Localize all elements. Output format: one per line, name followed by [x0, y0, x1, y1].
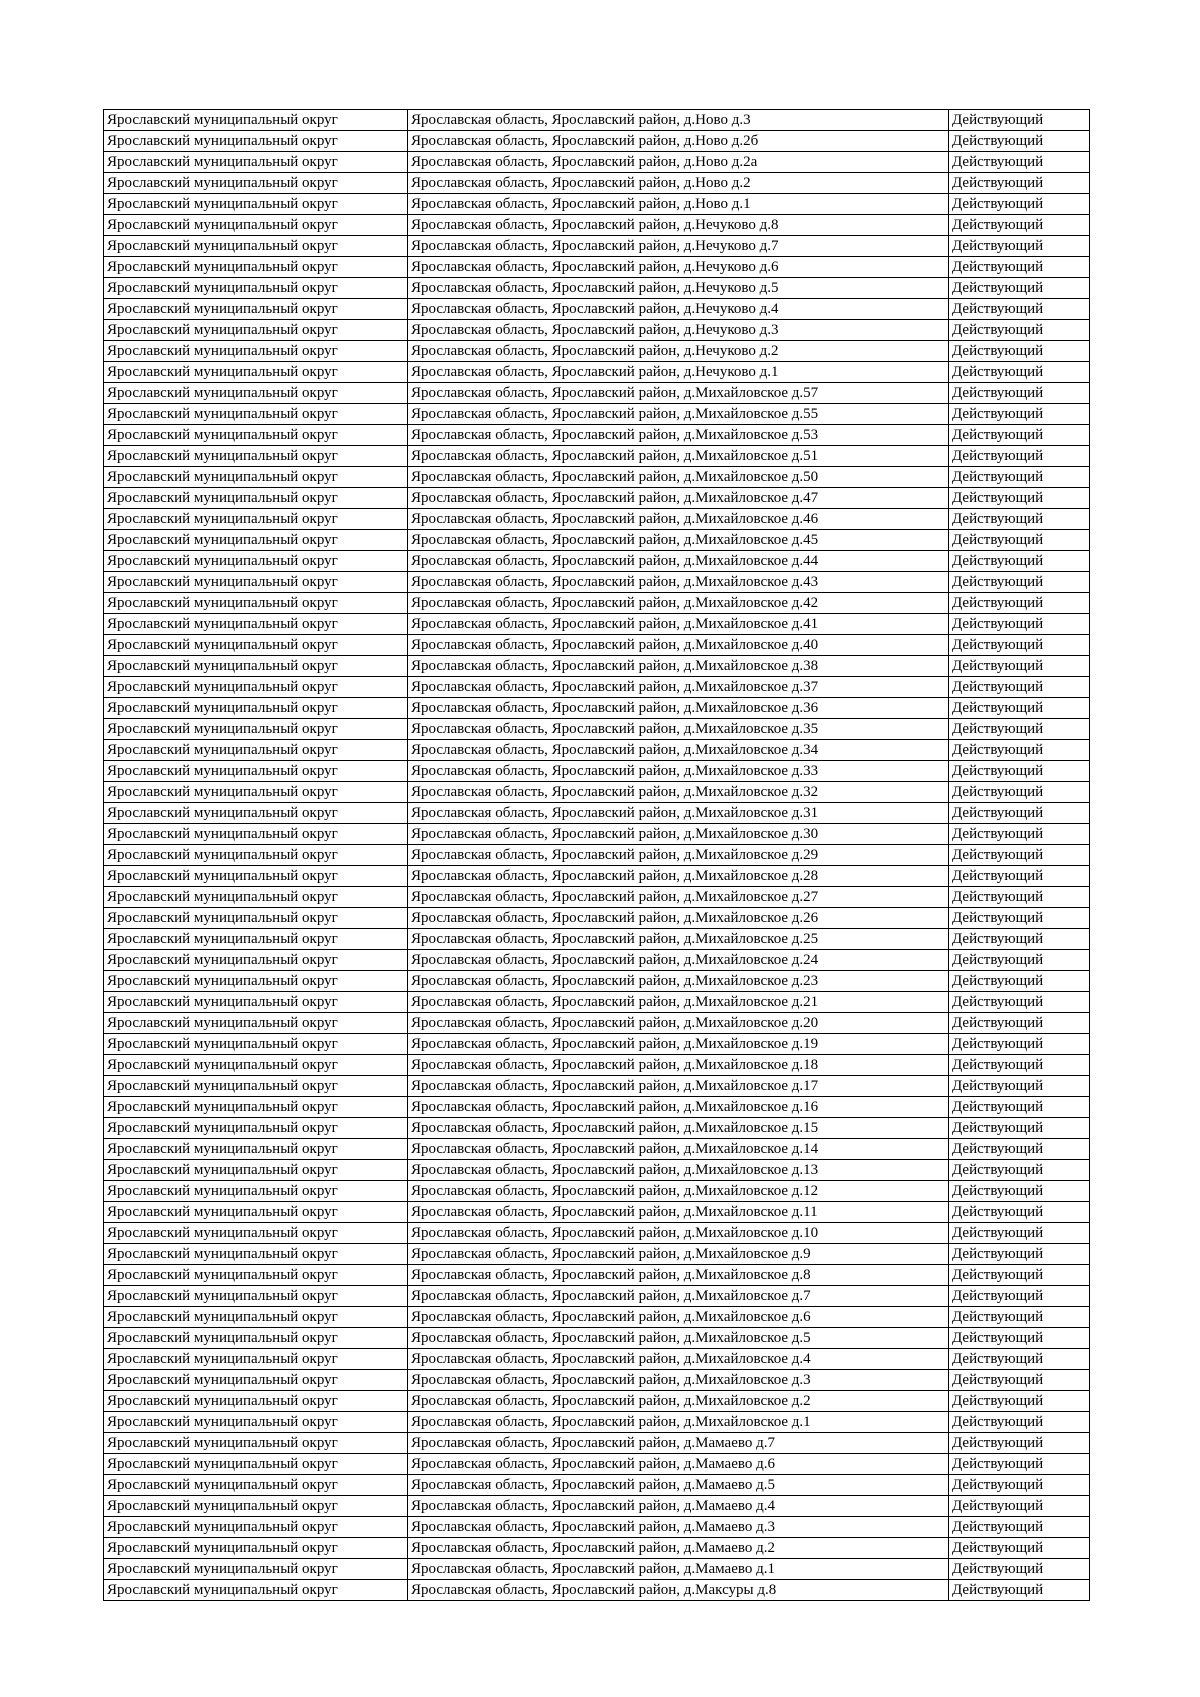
table-row — [104, 1265, 1090, 1286]
status-cell: Действующий — [949, 1559, 1090, 1580]
table-row — [104, 1034, 1090, 1055]
status-cell: Действующий — [949, 530, 1090, 551]
status-cell: Действующий — [949, 1475, 1090, 1496]
municipal-district-cell: Ярославский муниципальный округ — [104, 1013, 408, 1034]
status-cell: Действующий — [949, 1538, 1090, 1559]
address-cell: Ярославская область, Ярославский район, д.Мамаево д.7 — [408, 1433, 949, 1454]
status-cell: Действующий — [949, 1097, 1090, 1118]
status-cell: Действующий — [949, 1433, 1090, 1454]
municipal-district-cell: Ярославский муниципальный округ — [104, 1391, 408, 1412]
address-cell: Ярославская область, Ярославский район, д.Михайловское д.28 — [408, 866, 949, 887]
municipal-district-cell: Ярославский муниципальный округ — [104, 467, 408, 488]
status-cell: Действующий — [949, 1580, 1090, 1601]
status-cell: Действующий — [949, 1076, 1090, 1097]
address-cell: Ярославская область, Ярославский район, д.Михайловское д.12 — [408, 1181, 949, 1202]
table-row — [104, 1433, 1090, 1454]
municipal-district-cell: Ярославский муниципальный округ — [104, 152, 408, 173]
table-row — [104, 1118, 1090, 1139]
status-cell: Действующий — [949, 782, 1090, 803]
status-cell: Действующий — [949, 656, 1090, 677]
table-row — [104, 1055, 1090, 1076]
address-cell: Ярославская область, Ярославский район, д.Михайловское д.4 — [408, 1349, 949, 1370]
status-cell: Действующий — [949, 236, 1090, 257]
address-cell: Ярославская область, Ярославский район, д.Михайловское д.24 — [408, 950, 949, 971]
table-row — [104, 1349, 1090, 1370]
table-row — [104, 635, 1090, 656]
municipal-district-cell: Ярославский муниципальный округ — [104, 1307, 408, 1328]
address-cell: Ярославская область, Ярославский район, д.Нечуково д.6 — [408, 257, 949, 278]
table-row — [104, 278, 1090, 299]
table-row — [104, 362, 1090, 383]
municipal-district-cell: Ярославский муниципальный округ — [104, 1076, 408, 1097]
table-row — [104, 383, 1090, 404]
municipal-district-cell: Ярославский муниципальный округ — [104, 698, 408, 719]
status-cell: Действующий — [949, 1517, 1090, 1538]
address-cell: Ярославская область, Ярославский район, д.Михайловское д.16 — [408, 1097, 949, 1118]
table-row — [104, 1391, 1090, 1412]
status-cell: Действующий — [949, 908, 1090, 929]
table-row — [104, 1013, 1090, 1034]
table-row — [104, 1580, 1090, 1601]
municipal-district-cell: Ярославский муниципальный округ — [104, 782, 408, 803]
table-row — [104, 1559, 1090, 1580]
table-row — [104, 1139, 1090, 1160]
table-row — [104, 1097, 1090, 1118]
municipal-district-cell: Ярославский муниципальный округ — [104, 866, 408, 887]
table-row — [104, 236, 1090, 257]
address-cell: Ярославская область, Ярославский район, д.Михайловское д.45 — [408, 530, 949, 551]
address-cell: Ярославская область, Ярославский район, д.Михайловское д.11 — [408, 1202, 949, 1223]
address-cell: Ярославская область, Ярославский район, д.Михайловское д.44 — [408, 551, 949, 572]
address-cell: Ярославская область, Ярославский район, д.Михайловское д.32 — [408, 782, 949, 803]
address-cell: Ярославская область, Ярославский район, д.Михайловское д.29 — [408, 845, 949, 866]
address-cell: Ярославская область, Ярославский район, д.Мамаево д.2 — [408, 1538, 949, 1559]
address-cell: Ярославская область, Ярославский район, д.Михайловское д.41 — [408, 614, 949, 635]
table-row — [104, 572, 1090, 593]
municipal-district-cell: Ярославский муниципальный округ — [104, 929, 408, 950]
municipal-district-cell: Ярославский муниципальный округ — [104, 1496, 408, 1517]
status-cell: Действующий — [949, 824, 1090, 845]
status-cell: Действующий — [949, 1139, 1090, 1160]
municipal-district-cell: Ярославский муниципальный округ — [104, 803, 408, 824]
municipal-district-cell: Ярославский муниципальный округ — [104, 1559, 408, 1580]
address-cell: Ярославская область, Ярославский район, д.Михайловское д.36 — [408, 698, 949, 719]
municipal-district-cell: Ярославский муниципальный округ — [104, 488, 408, 509]
address-cell: Ярославская область, Ярославский район, д.Михайловское д.19 — [408, 1034, 949, 1055]
municipal-district-cell: Ярославский муниципальный округ — [104, 446, 408, 467]
status-cell: Действующий — [949, 278, 1090, 299]
address-cell: Ярославская область, Ярославский район, д.Михайловское д.38 — [408, 656, 949, 677]
municipal-district-cell: Ярославский муниципальный округ — [104, 1328, 408, 1349]
table-row — [104, 467, 1090, 488]
status-cell: Действующий — [949, 677, 1090, 698]
status-cell: Действующий — [949, 383, 1090, 404]
status-cell: Действующий — [949, 1349, 1090, 1370]
status-cell: Действующий — [949, 110, 1090, 131]
address-cell: Ярославская область, Ярославский район, д.Михайловское д.13 — [408, 1160, 949, 1181]
address-cell: Ярославская область, Ярославский район, д.Мамаево д.4 — [408, 1496, 949, 1517]
municipal-district-cell: Ярославский муниципальный округ — [104, 1223, 408, 1244]
table-row — [104, 509, 1090, 530]
table-row — [104, 551, 1090, 572]
status-cell: Действующий — [949, 1328, 1090, 1349]
table-row — [104, 761, 1090, 782]
table-row — [104, 425, 1090, 446]
address-cell: Ярославская область, Ярославский район, д.Михайловское д.20 — [408, 1013, 949, 1034]
address-cell: Ярославская область, Ярославский район, д.Михайловское д.18 — [408, 1055, 949, 1076]
address-cell: Ярославская область, Ярославский район, д.Нечуково д.5 — [408, 278, 949, 299]
table-row — [104, 740, 1090, 761]
registry-table — [103, 109, 1090, 1601]
municipal-district-cell: Ярославский муниципальный округ — [104, 740, 408, 761]
table-row — [104, 887, 1090, 908]
municipal-district-cell: Ярославский муниципальный округ — [104, 278, 408, 299]
table-row — [104, 488, 1090, 509]
municipal-district-cell: Ярославский муниципальный округ — [104, 887, 408, 908]
table-row — [104, 803, 1090, 824]
table-row — [104, 656, 1090, 677]
table-row — [104, 1286, 1090, 1307]
municipal-district-cell: Ярославский муниципальный округ — [104, 824, 408, 845]
table-row — [104, 719, 1090, 740]
status-cell: Действующий — [949, 1244, 1090, 1265]
status-cell: Действующий — [949, 1412, 1090, 1433]
table-row — [104, 1244, 1090, 1265]
address-cell: Ярославская область, Ярославский район, д.Мамаево д.1 — [408, 1559, 949, 1580]
table-row — [104, 1181, 1090, 1202]
status-cell: Действующий — [949, 362, 1090, 383]
municipal-district-cell: Ярославский муниципальный округ — [104, 1370, 408, 1391]
municipal-district-cell: Ярославский муниципальный округ — [104, 1517, 408, 1538]
status-cell: Действующий — [949, 509, 1090, 530]
table-row — [104, 866, 1090, 887]
municipal-district-cell: Ярославский муниципальный округ — [104, 971, 408, 992]
table-row — [104, 299, 1090, 320]
municipal-district-cell: Ярославский муниципальный округ — [104, 194, 408, 215]
status-cell: Действующий — [949, 740, 1090, 761]
status-cell: Действующий — [949, 446, 1090, 467]
municipal-district-cell: Ярославский муниципальный округ — [104, 635, 408, 656]
status-cell: Действующий — [949, 1286, 1090, 1307]
municipal-district-cell: Ярославский муниципальный округ — [104, 1139, 408, 1160]
table-row — [104, 215, 1090, 236]
municipal-district-cell: Ярославский муниципальный округ — [104, 593, 408, 614]
address-cell: Ярославская область, Ярославский район, д.Михайловское д.42 — [408, 593, 949, 614]
status-cell: Действующий — [949, 1118, 1090, 1139]
table-row — [104, 782, 1090, 803]
address-cell: Ярославская область, Ярославский район, д.Михайловское д.53 — [408, 425, 949, 446]
address-cell: Ярославская область, Ярославский район, д.Михайловское д.57 — [408, 383, 949, 404]
table-row — [104, 824, 1090, 845]
address-cell: Ярославская область, Ярославский район, д.Михайловское д.5 — [408, 1328, 949, 1349]
address-cell: Ярославская область, Ярославский район, д.Михайловское д.2 — [408, 1391, 949, 1412]
table-row — [104, 152, 1090, 173]
municipal-district-cell: Ярославский муниципальный округ — [104, 1349, 408, 1370]
address-cell: Ярославская область, Ярославский район, д.Мамаево д.3 — [408, 1517, 949, 1538]
municipal-district-cell: Ярославский муниципальный округ — [104, 1097, 408, 1118]
status-cell: Действующий — [949, 1055, 1090, 1076]
status-cell: Действующий — [949, 1160, 1090, 1181]
status-cell: Действующий — [949, 866, 1090, 887]
status-cell: Действующий — [949, 1202, 1090, 1223]
municipal-district-cell: Ярославский муниципальный округ — [104, 992, 408, 1013]
municipal-district-cell: Ярославский муниципальный округ — [104, 110, 408, 131]
status-cell: Действующий — [949, 1181, 1090, 1202]
address-cell: Ярославская область, Ярославский район, д.Михайловское д.30 — [408, 824, 949, 845]
status-cell: Действующий — [949, 488, 1090, 509]
table-row — [104, 1307, 1090, 1328]
status-cell: Действующий — [949, 1496, 1090, 1517]
status-cell: Действующий — [949, 1013, 1090, 1034]
address-cell: Ярославская область, Ярославский район, д.Михайловское д.9 — [408, 1244, 949, 1265]
registry-table-body — [104, 110, 1090, 1601]
status-cell: Действующий — [949, 635, 1090, 656]
municipal-district-cell: Ярославский муниципальный округ — [104, 320, 408, 341]
address-cell: Ярославская область, Ярославский район, д.Михайловское д.47 — [408, 488, 949, 509]
status-cell: Действующий — [949, 614, 1090, 635]
address-cell: Ярославская область, Ярославский район, д.Михайловское д.23 — [408, 971, 949, 992]
address-cell: Ярославская область, Ярославский район, д.Михайловское д.34 — [408, 740, 949, 761]
address-cell: Ярославская область, Ярославский район, д.Максуры д.8 — [408, 1580, 949, 1601]
address-cell: Ярославская область, Ярославский район, д.Ново д.2 — [408, 173, 949, 194]
status-cell: Действующий — [949, 1307, 1090, 1328]
address-cell: Ярославская область, Ярославский район, д.Михайловское д.10 — [408, 1223, 949, 1244]
address-cell: Ярославская область, Ярославский район, д.Михайловское д.50 — [408, 467, 949, 488]
table-row — [104, 446, 1090, 467]
status-cell: Действующий — [949, 992, 1090, 1013]
municipal-district-cell: Ярославский муниципальный округ — [104, 1118, 408, 1139]
status-cell: Действующий — [949, 131, 1090, 152]
status-cell: Действующий — [949, 425, 1090, 446]
municipal-district-cell: Ярославский муниципальный округ — [104, 1181, 408, 1202]
status-cell: Действующий — [949, 950, 1090, 971]
status-cell: Действующий — [949, 173, 1090, 194]
table-row — [104, 1160, 1090, 1181]
municipal-district-cell: Ярославский муниципальный округ — [104, 1412, 408, 1433]
municipal-district-cell: Ярославский муниципальный округ — [104, 1244, 408, 1265]
address-cell: Ярославская область, Ярославский район, д.Нечуково д.4 — [408, 299, 949, 320]
status-cell: Действующий — [949, 341, 1090, 362]
table-row — [104, 929, 1090, 950]
address-cell: Ярославская область, Ярославский район, д.Михайловское д.21 — [408, 992, 949, 1013]
status-cell: Действующий — [949, 719, 1090, 740]
address-cell: Ярославская область, Ярославский район, д.Нечуково д.2 — [408, 341, 949, 362]
table-row — [104, 341, 1090, 362]
status-cell: Действующий — [949, 929, 1090, 950]
address-cell: Ярославская область, Ярославский район, д.Михайловское д.25 — [408, 929, 949, 950]
status-cell: Действующий — [949, 1223, 1090, 1244]
table-row — [104, 530, 1090, 551]
table-row — [104, 404, 1090, 425]
address-cell: Ярославская область, Ярославский район, д.Михайловское д.8 — [408, 1265, 949, 1286]
status-cell: Действующий — [949, 551, 1090, 572]
table-row — [104, 1496, 1090, 1517]
municipal-district-cell: Ярославский муниципальный округ — [104, 614, 408, 635]
status-cell: Действующий — [949, 803, 1090, 824]
table-row — [104, 1412, 1090, 1433]
address-cell: Ярославская область, Ярославский район, д.Ново д.2б — [408, 131, 949, 152]
municipal-district-cell: Ярославский муниципальный округ — [104, 509, 408, 530]
address-cell: Ярославская область, Ярославский район, д.Ново д.1 — [408, 194, 949, 215]
municipal-district-cell: Ярославский муниципальный округ — [104, 362, 408, 383]
status-cell: Действующий — [949, 320, 1090, 341]
status-cell: Действующий — [949, 467, 1090, 488]
address-cell: Ярославская область, Ярославский район, д.Михайловское д.31 — [408, 803, 949, 824]
municipal-district-cell: Ярославский муниципальный округ — [104, 236, 408, 257]
municipal-district-cell: Ярославский муниципальный округ — [104, 299, 408, 320]
table-row — [104, 1076, 1090, 1097]
status-cell: Действующий — [949, 845, 1090, 866]
address-cell: Ярославская область, Ярославский район, д.Михайловское д.51 — [408, 446, 949, 467]
status-cell: Действующий — [949, 1391, 1090, 1412]
municipal-district-cell: Ярославский муниципальный округ — [104, 1034, 408, 1055]
address-cell: Ярославская область, Ярославский район, д.Мамаево д.5 — [408, 1475, 949, 1496]
status-cell: Действующий — [949, 1034, 1090, 1055]
address-cell: Ярославская область, Ярославский район, д.Михайловское д.1 — [408, 1412, 949, 1433]
status-cell: Действующий — [949, 887, 1090, 908]
municipal-district-cell: Ярославский муниципальный округ — [104, 1202, 408, 1223]
municipal-district-cell: Ярославский муниципальный округ — [104, 215, 408, 236]
address-cell: Ярославская область, Ярославский район, д.Ново д.3 — [408, 110, 949, 131]
municipal-district-cell: Ярославский муниципальный округ — [104, 131, 408, 152]
address-cell: Ярославская область, Ярославский район, д.Михайловское д.40 — [408, 635, 949, 656]
status-cell: Действующий — [949, 257, 1090, 278]
table-row — [104, 1475, 1090, 1496]
status-cell: Действующий — [949, 215, 1090, 236]
municipal-district-cell: Ярославский муниципальный округ — [104, 341, 408, 362]
address-cell: Ярославская область, Ярославский район, д.Михайловское д.27 — [408, 887, 949, 908]
address-cell: Ярославская область, Ярославский район, д.Ново д.2а — [408, 152, 949, 173]
table-row — [104, 950, 1090, 971]
table-row — [104, 614, 1090, 635]
table-row — [104, 257, 1090, 278]
status-cell: Действующий — [949, 404, 1090, 425]
municipal-district-cell: Ярославский муниципальный округ — [104, 383, 408, 404]
municipal-district-cell: Ярославский муниципальный округ — [104, 572, 408, 593]
municipal-district-cell: Ярославский муниципальный округ — [104, 950, 408, 971]
municipal-district-cell: Ярославский муниципальный округ — [104, 1265, 408, 1286]
address-cell: Ярославская область, Ярославский район, д.Михайловское д.26 — [408, 908, 949, 929]
table-row — [104, 992, 1090, 1013]
municipal-district-cell: Ярославский муниципальный округ — [104, 551, 408, 572]
status-cell: Действующий — [949, 152, 1090, 173]
status-cell: Действующий — [949, 698, 1090, 719]
address-cell: Ярославская область, Ярославский район, д.Михайловское д.6 — [408, 1307, 949, 1328]
municipal-district-cell: Ярославский муниципальный округ — [104, 761, 408, 782]
address-cell: Ярославская область, Ярославский район, д.Михайловское д.15 — [408, 1118, 949, 1139]
municipal-district-cell: Ярославский муниципальный округ — [104, 656, 408, 677]
address-cell: Ярославская область, Ярославский район, д.Мамаево д.6 — [408, 1454, 949, 1475]
address-cell: Ярославская область, Ярославский район, д.Михайловское д.37 — [408, 677, 949, 698]
municipal-district-cell: Ярославский муниципальный округ — [104, 257, 408, 278]
table-row — [104, 1202, 1090, 1223]
municipal-district-cell: Ярославский муниципальный округ — [104, 173, 408, 194]
table-row — [104, 1370, 1090, 1391]
table-row — [104, 131, 1090, 152]
table-row — [104, 698, 1090, 719]
table-row — [104, 173, 1090, 194]
status-cell: Действующий — [949, 299, 1090, 320]
status-cell: Действующий — [949, 572, 1090, 593]
municipal-district-cell: Ярославский муниципальный округ — [104, 1538, 408, 1559]
municipal-district-cell: Ярославский муниципальный округ — [104, 425, 408, 446]
municipal-district-cell: Ярославский муниципальный округ — [104, 1055, 408, 1076]
municipal-district-cell: Ярославский муниципальный округ — [104, 1160, 408, 1181]
table-row — [104, 194, 1090, 215]
address-cell: Ярославская область, Ярославский район, д.Михайловское д.55 — [408, 404, 949, 425]
status-cell: Действующий — [949, 1454, 1090, 1475]
address-cell: Ярославская область, Ярославский район, д.Михайловское д.46 — [408, 509, 949, 530]
municipal-district-cell: Ярославский муниципальный округ — [104, 1433, 408, 1454]
municipal-district-cell: Ярославский муниципальный округ — [104, 677, 408, 698]
table-row — [104, 1454, 1090, 1475]
table-row — [104, 1538, 1090, 1559]
status-cell: Действующий — [949, 593, 1090, 614]
municipal-district-cell: Ярославский муниципальный округ — [104, 1475, 408, 1496]
table-row — [104, 1223, 1090, 1244]
municipal-district-cell: Ярославский муниципальный округ — [104, 908, 408, 929]
table-row — [104, 908, 1090, 929]
address-cell: Ярославская область, Ярославский район, д.Нечуково д.7 — [408, 236, 949, 257]
status-cell: Действующий — [949, 971, 1090, 992]
status-cell: Действующий — [949, 1370, 1090, 1391]
address-cell: Ярославская область, Ярославский район, д.Михайловское д.35 — [408, 719, 949, 740]
municipal-district-cell: Ярославский муниципальный округ — [104, 1286, 408, 1307]
address-cell: Ярославская область, Ярославский район, д.Михайловское д.7 — [408, 1286, 949, 1307]
address-cell: Ярославская область, Ярославский район, д.Михайловское д.43 — [408, 572, 949, 593]
table-row — [104, 845, 1090, 866]
table-row — [104, 677, 1090, 698]
address-cell: Ярославская область, Ярославский район, д.Нечуково д.8 — [408, 215, 949, 236]
address-cell: Ярославская область, Ярославский район, д.Михайловское д.33 — [408, 761, 949, 782]
municipal-district-cell: Ярославский муниципальный округ — [104, 404, 408, 425]
table-row — [104, 1328, 1090, 1349]
municipal-district-cell: Ярославский муниципальный округ — [104, 719, 408, 740]
address-cell: Ярославская область, Ярославский район, д.Михайловское д.3 — [408, 1370, 949, 1391]
municipal-district-cell: Ярославский муниципальный округ — [104, 1580, 408, 1601]
address-cell: Ярославская область, Ярославский район, д.Михайловское д.17 — [408, 1076, 949, 1097]
municipal-district-cell: Ярославский муниципальный округ — [104, 845, 408, 866]
address-cell: Ярославская область, Ярославский район, д.Нечуково д.3 — [408, 320, 949, 341]
table-row — [104, 593, 1090, 614]
status-cell: Действующий — [949, 761, 1090, 782]
table-row — [104, 320, 1090, 341]
status-cell: Действующий — [949, 194, 1090, 215]
table-row — [104, 1517, 1090, 1538]
table-row — [104, 110, 1090, 131]
municipal-district-cell: Ярославский муниципальный округ — [104, 1454, 408, 1475]
table-row — [104, 971, 1090, 992]
status-cell: Действующий — [949, 1265, 1090, 1286]
municipal-district-cell: Ярославский муниципальный округ — [104, 530, 408, 551]
address-cell: Ярославская область, Ярославский район, д.Нечуково д.1 — [408, 362, 949, 383]
address-cell: Ярославская область, Ярославский район, д.Михайловское д.14 — [408, 1139, 949, 1160]
